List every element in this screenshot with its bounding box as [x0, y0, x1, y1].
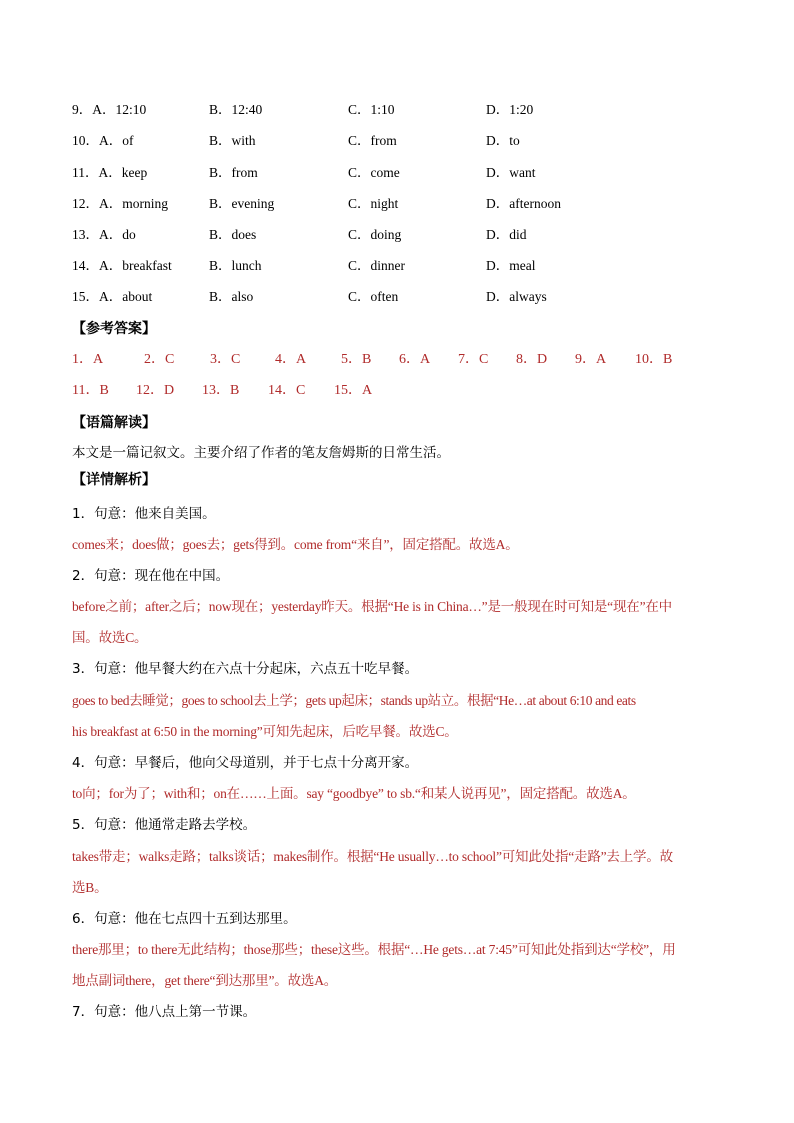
option-a-text: A．12:10 [92, 102, 147, 117]
option-d: D．meal [486, 258, 536, 273]
option-d: D．1:20 [486, 102, 534, 117]
detail-2-body-line2: 国。故选C。 [72, 630, 148, 645]
detail-2-body-line1: before之前；after之后；now现在；yesterday昨天。根据“He is in China…”是一般现在时可知是“现在”在中 [72, 599, 672, 614]
detail-6-body-line2: 地点副词there，get there“到达那里”。故选A。 [72, 973, 338, 988]
option-a-text: A．do [99, 227, 136, 242]
option-b: B．12:40 [209, 102, 263, 117]
option-c: C．night [348, 196, 399, 211]
option-d: D．to [486, 133, 520, 148]
option-d: D．did [486, 227, 527, 242]
detail-1-head: 1．句意：他来自美国。 [72, 506, 216, 522]
answer-item: 14．C [268, 383, 306, 398]
detail-3-body-line1: goes to bed去睡觉；goes to school去上学；gets up起床；stands up站立。根据“He…at about 6:10 and eats [72, 693, 636, 708]
option-c: C．from [348, 133, 397, 148]
option-b: B．evening [209, 196, 275, 211]
answer-item: 12．D [136, 383, 175, 398]
answer-item: 2．C [144, 352, 175, 367]
option-b: B．also [209, 289, 254, 304]
option-b: B．lunch [209, 258, 262, 273]
option-d: D．afternoon [486, 196, 561, 211]
detail-4-head: 4．句意：早餐后，他向父母道别，并于七点十分离开家。 [72, 755, 419, 771]
option-a-text: A．morning [99, 196, 168, 211]
option-b: B．with [209, 133, 256, 148]
question-number: 15． [72, 289, 99, 304]
detail-5-body-line1: takes带走；walks走路；talks谈话；makes制作。根据“He usually…to school”可知此处指“走路”去上学。故 [72, 849, 673, 864]
detail-heading: 【详情解析】 [72, 472, 156, 488]
detail-1-body: comes来；does做；goes去；gets得到。come from“来自”，固定搭配。故选A。 [72, 537, 519, 552]
detail-4-body: to向；for为了；with和；on在……上面。say “goodbye” to sb.“和某人说再见”，固定搭配。故选A。 [72, 786, 636, 801]
answer-item: 7．C [458, 352, 489, 367]
detail-3-head: 3．句意：他早餐大约在六点十分起床，六点五十吃早餐。 [72, 661, 419, 677]
option-a [72, 287, 152, 307]
detail-7-head: 7．句意：他八点上第一节课。 [72, 1004, 257, 1020]
answer-item: 13．B [202, 383, 240, 398]
option-d: D．always [486, 289, 547, 304]
detail-3-body-line2: his breakfast at 6:50 in the morning”可知先起床，后吃早餐。故选C。 [72, 724, 458, 739]
option-c: C．dinner [348, 258, 405, 273]
option-b: B．from [209, 165, 258, 180]
option-d: D．want [486, 165, 536, 180]
option-c: C．come [348, 165, 400, 180]
option-c: C．1:10 [348, 102, 395, 117]
answer-item: 1．A [72, 352, 104, 367]
question-number: 10． [72, 133, 99, 148]
question-number: 12． [72, 196, 99, 211]
detail-2-head: 2．句意：现在他在中国。 [72, 568, 230, 584]
detail-6-head: 6．句意：他在七点四十五到达那里。 [72, 911, 297, 927]
answer-item: 10．B [635, 352, 673, 367]
option-a-text: A．breakfast [99, 258, 172, 273]
question-number: 9． [72, 102, 93, 117]
option-a-text: A．about [99, 289, 153, 304]
answer-item: 5．B [341, 352, 372, 367]
option-b: B．does [209, 227, 257, 242]
option-a [72, 256, 172, 276]
detail-5-body-line2: 选B。 [72, 880, 108, 895]
question-number: 11． [72, 165, 99, 180]
answer-item: 9．A [575, 352, 607, 367]
reading-summary: 本文是一篇记叙文。主要介绍了作者的笔友詹姆斯的日常生活。 [72, 445, 450, 461]
answer-item: 6．A [399, 352, 431, 367]
answer-item: 11．B [72, 383, 109, 398]
detail-5-head: 5．句意：他通常走路去学校。 [72, 817, 257, 833]
option-a [72, 225, 136, 245]
option-c: C．often [348, 289, 399, 304]
answer-heading: 【参考答案】 [72, 321, 156, 337]
option-a [72, 131, 134, 151]
option-a-text: A．of [99, 133, 134, 148]
question-number: 14． [72, 258, 99, 273]
option-a [72, 194, 168, 214]
detail-6-body-line1: there那里；to there无此结构；those那些；these这些。根据“…He gets…at 7:45”可知此处指到达“学校”，用 [72, 942, 676, 957]
option-a [72, 100, 146, 120]
answer-item: 8．D [516, 352, 548, 367]
answer-item: 4．A [275, 352, 307, 367]
option-c: C．doing [348, 227, 402, 242]
reading-heading: 【语篇解读】 [72, 415, 156, 431]
option-a [72, 163, 147, 183]
question-number: 13． [72, 227, 99, 242]
answer-item: 15．A [334, 383, 373, 398]
option-a-text: A．keep [98, 165, 148, 180]
answer-item: 3．C [210, 352, 241, 367]
